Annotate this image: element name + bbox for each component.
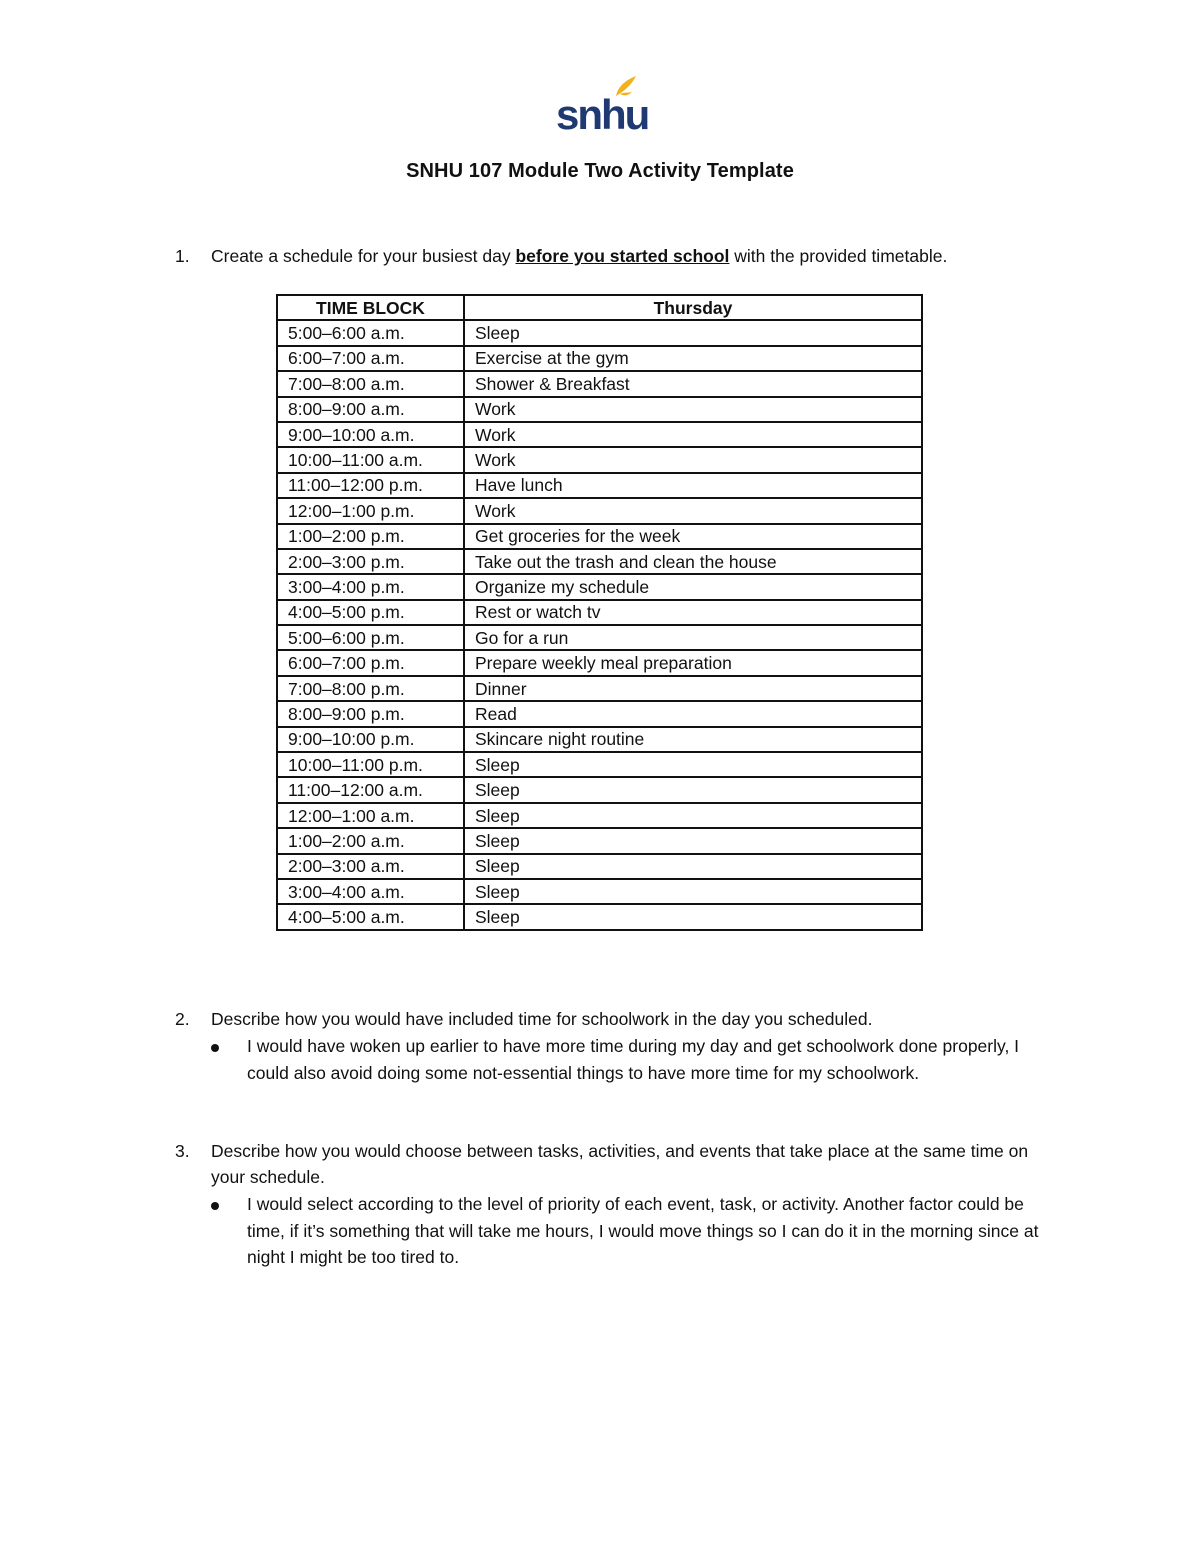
table-row	[277, 397, 922, 422]
time-block-cell: 12:00–1:00 p.m.	[277, 498, 464, 523]
time-block-cell: 8:00–9:00 a.m.	[277, 397, 464, 422]
time-block-cell: 11:00–12:00 a.m.	[277, 777, 464, 802]
table-row	[277, 371, 922, 396]
table-row	[277, 803, 922, 828]
activity-cell: Work	[464, 447, 922, 472]
table-row	[277, 447, 922, 472]
question-underlined-text: before you started school	[515, 246, 730, 266]
table-row	[277, 727, 922, 752]
table-row	[277, 701, 922, 726]
activity-cell: Get groceries for the week	[464, 524, 922, 549]
time-block-cell: 1:00–2:00 p.m.	[277, 524, 464, 549]
table-row	[277, 879, 922, 904]
table-row	[277, 549, 922, 574]
activity-cell: Sleep	[464, 879, 922, 904]
activity-cell: Take out the trash and clean the house	[464, 549, 922, 574]
time-block-cell: 5:00–6:00 a.m.	[277, 320, 464, 345]
snhu-logo	[554, 74, 649, 138]
activity-cell: Have lunch	[464, 473, 922, 498]
activity-cell: Sleep	[464, 904, 922, 929]
bullet-icon	[211, 1044, 219, 1052]
activity-cell: Sleep	[464, 828, 922, 853]
activity-cell: Prepare weekly meal preparation	[464, 650, 922, 675]
time-block-cell: 10:00–11:00 p.m.	[277, 752, 464, 777]
activity-cell: Skincare night routine	[464, 727, 922, 752]
time-block-cell: 7:00–8:00 p.m.	[277, 676, 464, 701]
table-row	[277, 777, 922, 802]
svg-text:snhu: snhu	[556, 91, 649, 138]
question-text-end: with the provided timetable.	[729, 246, 948, 266]
time-block-cell: 5:00–6:00 p.m.	[277, 625, 464, 650]
activity-cell: Sleep	[464, 752, 922, 777]
activity-cell: Shower & Breakfast	[464, 371, 922, 396]
answer-text: I would select according to the level of priority of each event, task, or activity. Another factor could be time, if it’s something that will take me hours, I would move things so I can do it in the morning since at night I might be too tired to.	[247, 1194, 1039, 1267]
question-text: Describe how you would have included time for schoolwork in the day you scheduled.	[211, 1009, 873, 1029]
time-block-cell: 4:00–5:00 p.m.	[277, 600, 464, 625]
activity-cell: Work	[464, 498, 922, 523]
time-block-cell: 7:00–8:00 a.m.	[277, 371, 464, 396]
time-block-cell: 9:00–10:00 p.m.	[277, 727, 464, 752]
time-block-cell: 11:00–12:00 p.m.	[277, 473, 464, 498]
header-day: Thursday	[464, 295, 922, 320]
question-text: Describe how you would choose between tasks, activities, and events that take place at the same time on your schedule.	[211, 1141, 1029, 1187]
question-3	[175, 1138, 1055, 1190]
activity-cell: Sleep	[464, 777, 922, 802]
activity-cell: Rest or watch tv	[464, 600, 922, 625]
time-block-cell: 4:00–5:00 a.m.	[277, 904, 464, 929]
activity-cell: Sleep	[464, 854, 922, 879]
question-text-start: Create a schedule for your busiest day	[211, 246, 516, 266]
table-row	[277, 320, 922, 345]
question-1	[175, 243, 1055, 269]
answer-text: I would have woken up earlier to have more time during my day and get schoolwork done properly, I could also avoid doing some not-essential things to have more time for my schoolwork.	[247, 1036, 1020, 1083]
activity-cell: Exercise at the gym	[464, 346, 922, 371]
answer-2	[211, 1033, 1051, 1086]
question-number: 2.	[175, 1009, 190, 1029]
schedule-body	[277, 320, 922, 929]
table-row	[277, 498, 922, 523]
bullet-icon	[211, 1202, 219, 1210]
table-row	[277, 600, 922, 625]
table-row	[277, 828, 922, 853]
time-block-cell: 1:00–2:00 a.m.	[277, 828, 464, 853]
activity-cell: Organize my schedule	[464, 574, 922, 599]
table-row	[277, 422, 922, 447]
header-time-block: TIME BLOCK	[277, 295, 464, 320]
question-text	[211, 243, 1055, 269]
table-row	[277, 676, 922, 701]
table-row	[277, 524, 922, 549]
activity-cell: Sleep	[464, 803, 922, 828]
table-row	[277, 650, 922, 675]
table-row	[277, 625, 922, 650]
time-block-cell: 2:00–3:00 p.m.	[277, 549, 464, 574]
activity-cell: Read	[464, 701, 922, 726]
table-row	[277, 854, 922, 879]
table-row	[277, 473, 922, 498]
table-row	[277, 752, 922, 777]
question-number: 3.	[175, 1141, 190, 1161]
time-block-cell: 12:00–1:00 a.m.	[277, 803, 464, 828]
time-block-cell: 9:00–10:00 a.m.	[277, 422, 464, 447]
table-header-row	[277, 295, 922, 320]
activity-cell: Sleep	[464, 320, 922, 345]
time-block-cell: 3:00–4:00 p.m.	[277, 574, 464, 599]
table-row	[277, 346, 922, 371]
time-block-cell: 6:00–7:00 a.m.	[277, 346, 464, 371]
time-block-cell: 3:00–4:00 a.m.	[277, 879, 464, 904]
activity-cell: Work	[464, 422, 922, 447]
table-row	[277, 574, 922, 599]
activity-cell: Dinner	[464, 676, 922, 701]
time-block-cell: 10:00–11:00 a.m.	[277, 447, 464, 472]
activity-cell: Work	[464, 397, 922, 422]
document-title: SNHU 107 Module Two Activity Template	[406, 160, 794, 182]
question-number: 1.	[175, 246, 190, 266]
time-block-cell: 6:00–7:00 p.m.	[277, 650, 464, 675]
time-block-cell: 8:00–9:00 p.m.	[277, 701, 464, 726]
answer-3	[211, 1191, 1051, 1271]
snhu-logo-image	[554, 74, 649, 138]
question-2	[175, 1006, 1055, 1032]
activity-cell: Go for a run	[464, 625, 922, 650]
time-block-cell: 2:00–3:00 a.m.	[277, 854, 464, 879]
schedule-table	[276, 294, 923, 931]
table-row	[277, 904, 922, 929]
